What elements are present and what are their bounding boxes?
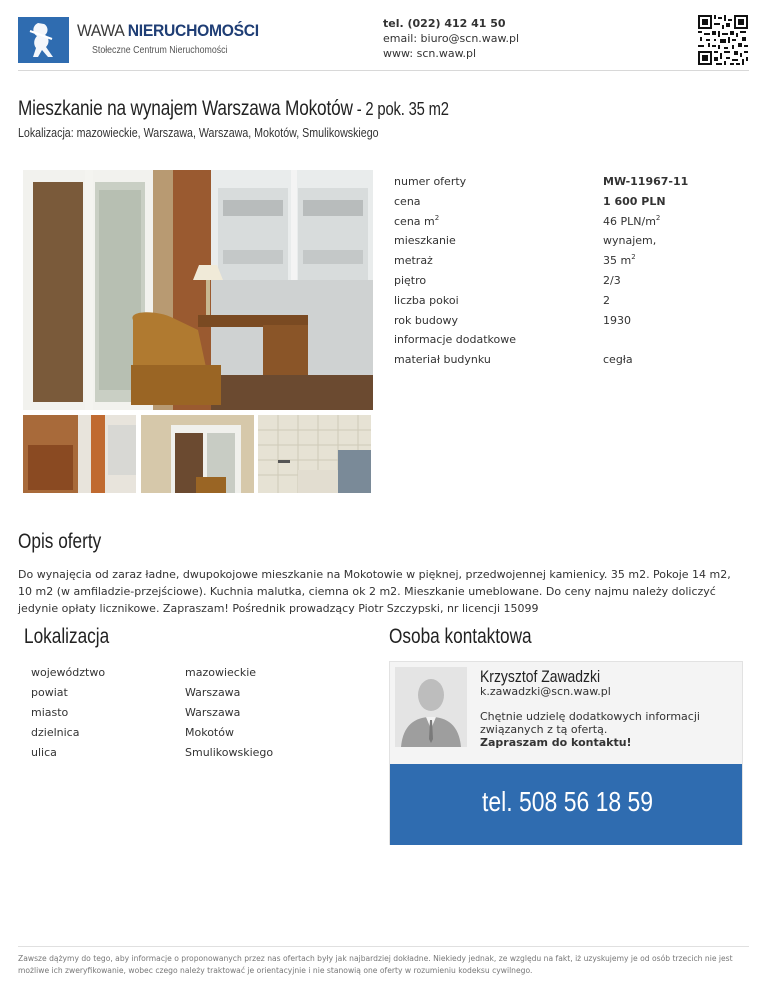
- detail-row: piętro 2/3: [394, 273, 621, 287]
- page-title: Mieszkanie na wynajem Warszawa Mokotów - 2 pok. 35 m2: [18, 97, 449, 120]
- location-summary: Lokalizacja: mazowieckie, Warszawa, Warszawa, Mokotów, Smulikowskiego: [18, 125, 379, 140]
- detail-row: informacje dodatkowe: [394, 333, 517, 347]
- agency-contact: [383, 16, 519, 61]
- main-photo[interactable]: [23, 170, 373, 410]
- location-table: [31, 663, 371, 763]
- location-row: województwo mazowieckie: [31, 666, 257, 679]
- agency-website[interactable]: www: scn.waw.pl: [383, 47, 477, 60]
- detail-row: rok budowy 1930: [394, 313, 631, 327]
- detail-row: numer oferty MW-11967-11: [394, 175, 689, 188]
- qr-code-icon: [698, 15, 748, 65]
- logo-name: WAWA NIERUCHOMOŚCI: [77, 21, 259, 40]
- photo-thumbnail-1[interactable]: [23, 415, 136, 493]
- detail-row: metraż 35 $m^2$: [394, 253, 636, 268]
- detail-row: materiał budynku cegła: [394, 353, 633, 367]
- detail-row: liczba pokoi 2: [394, 293, 610, 307]
- photo-thumbnail-3[interactable]: [258, 415, 371, 493]
- offer-details: [394, 172, 748, 370]
- agent-name: Krzysztof Zawadzki: [480, 667, 601, 686]
- footer-disclaimer: Zawsze dążymy do tego, aby informacje o proponowanych przez nas ofertach były jak najbardziej dokładne. Niekiedy jednak, ze względu na fakt, iż uzyskujemy je od osób trzecich nie jest możliwe ich zweryfikowanie, wobec czego należy traktować je orientacyjnie i nie stanowią one oferty w rozumieniu kodeksu cywilnego.: [18, 954, 733, 975]
- location-row: dzielnica Mokotów: [31, 726, 234, 739]
- location-heading: Lokalizacja: [24, 625, 110, 648]
- contact-heading: Osoba kontaktowa: [389, 625, 532, 648]
- agency-phone[interactable]: tel. (022) 412 41 50: [383, 17, 506, 30]
- detail-row: cena $m^2$ 46 PLN/$m^2$: [394, 213, 661, 228]
- logo-subtitle: Stołeczne Centrum Nieruchomości: [92, 45, 228, 56]
- header-divider: [18, 70, 749, 71]
- agent-phone[interactable]: tel. 508 56 18 59: [482, 786, 654, 817]
- contact-cta: Zapraszam do kontaktu!: [480, 736, 632, 749]
- footer-divider: [18, 946, 749, 947]
- agent-email[interactable]: k.zawadzki@scn.waw.pl: [480, 685, 611, 698]
- detail-row: mieszkanie wynajem,: [394, 234, 657, 248]
- detail-row: cena 1 600 PLN: [394, 194, 666, 208]
- agent-message: Chętnie udzielę dodatkowych informacji związanych z tą ofertą. Zapraszam do kontaktu!: [480, 710, 730, 749]
- agent-avatar: [395, 667, 467, 747]
- contact-card: [389, 661, 743, 845]
- description-text: Do wynajęcia od zaraz ładne, dwupokojowe mieszkanie na Mokotowie w pięknej, przedwojennej kamienicy. 35 m2. Pokoje 14 m2, 10 m2 (w amfiladzie-przejściowe). Kuchnia malutka, ciemna ok 2 m2. Mieszkanie umeblowane. Do ceny najmu należy doliczyć jedynie opłaty licznikowe. Zapraszam! Pośrednik prowadzący Piotr Szczypski, nr licencji 15099: [18, 568, 731, 615]
- description-heading: Opis oferty: [18, 530, 102, 553]
- logo-icon: [18, 17, 69, 63]
- location-row: miasto Warszawa: [31, 706, 241, 719]
- agency-email[interactable]: email: biuro@scn.waw.pl: [383, 32, 520, 45]
- location-row: ulica Smulikowskiego: [31, 746, 274, 759]
- phone-banner[interactable]: [390, 764, 742, 845]
- location-row: powiat Warszawa: [31, 686, 241, 699]
- photo-thumbnail-2[interactable]: [141, 415, 254, 493]
